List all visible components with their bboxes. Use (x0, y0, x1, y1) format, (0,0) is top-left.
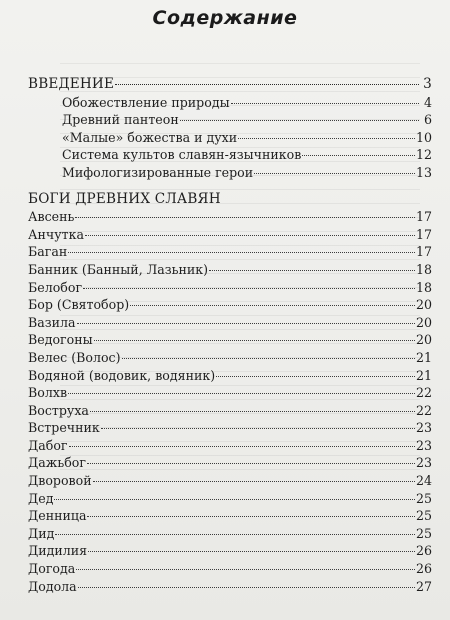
entry-label: Система культов славян-язычников (62, 147, 302, 163)
toc-entry (28, 314, 432, 332)
toc-entry (28, 437, 432, 455)
toc-section-heading (28, 76, 432, 94)
entry-label: Велес (Волос) (28, 349, 121, 365)
entry-label: Дабог (28, 437, 68, 453)
entry-label: Дидилия (28, 543, 88, 559)
page-number: 23 (415, 420, 432, 436)
dot-leader (115, 84, 419, 85)
page-number: 27 (415, 578, 432, 594)
dot-leader (180, 120, 419, 121)
dot-leader (130, 305, 415, 306)
toc-entry (28, 402, 432, 420)
dot-leader (122, 358, 415, 359)
page-number: 22 (415, 402, 432, 418)
entry-label: Баган (28, 244, 68, 260)
page-number: 4 (423, 94, 432, 110)
toc-entry (28, 472, 432, 490)
page-number: 20 (415, 332, 432, 348)
entry-label: Ведогоны (28, 332, 93, 348)
toc-entry (28, 367, 432, 385)
dot-leader (85, 235, 415, 236)
entry-label: Додола (28, 578, 77, 594)
entry-label: Встречник (28, 420, 100, 436)
dot-leader (93, 481, 415, 482)
entry-label: Водяной (водовик, водяник) (28, 367, 216, 383)
section-label: БОГИ ДРЕВНИХ СЛАВЯН (28, 190, 221, 207)
toc-entry (28, 525, 432, 543)
toc-entry (28, 279, 432, 297)
entry-label: Мифологизированные герои (62, 164, 254, 180)
dot-leader (231, 103, 419, 104)
dot-leader (254, 173, 415, 174)
entry-label: Древний пантеон (62, 112, 179, 128)
dot-leader (68, 393, 415, 394)
toc-entry (28, 208, 432, 226)
dot-leader (87, 463, 415, 464)
page-number: 6 (423, 112, 432, 128)
dot-leader (216, 376, 415, 377)
page-number: 21 (415, 367, 432, 383)
toc-entry (28, 542, 432, 560)
page-number: 20 (415, 297, 432, 313)
section-label: ВВЕДЕНИЕ (28, 76, 115, 92)
page-number: 23 (415, 455, 432, 471)
entry-label: Дид (28, 525, 55, 541)
entry-label: Волхв (28, 385, 68, 401)
dot-leader (54, 499, 415, 500)
toc-entry (28, 454, 432, 472)
entry-label: Дед (28, 490, 54, 506)
entry-label: Банник (Банный, Лазьник) (28, 261, 209, 277)
entry-label: Авсень (28, 209, 75, 225)
toc-entry (28, 384, 432, 402)
page-number: 17 (415, 244, 432, 260)
entry-label: Обожествление природы (62, 94, 230, 110)
dot-leader (87, 516, 414, 517)
entry-label: Дажьбог (28, 455, 86, 471)
entry-label: Дворовой (28, 473, 92, 489)
page-number: 22 (415, 385, 432, 401)
dot-leader (101, 428, 415, 429)
dot-leader (78, 587, 415, 588)
dot-leader (238, 138, 415, 139)
page-number: 13 (415, 164, 432, 180)
dot-leader (68, 252, 415, 253)
dot-leader (55, 534, 415, 535)
toc-entry (28, 331, 432, 349)
page-number: 12 (415, 147, 432, 163)
dot-leader (94, 340, 415, 341)
table-of-contents (28, 76, 432, 595)
page-number: 18 (415, 279, 432, 295)
toc-entry (28, 560, 432, 578)
toc-entry (28, 111, 432, 129)
entry-label: «Малые» божества и духи (62, 129, 238, 145)
page-number: 20 (415, 314, 432, 330)
dot-leader (69, 446, 415, 447)
page-title: Содержание (152, 7, 298, 29)
dot-leader (77, 323, 415, 324)
entry-label: Анчутка (28, 226, 85, 242)
page-number: 25 (415, 508, 432, 524)
toc-entry (28, 490, 432, 508)
page-number: 26 (415, 543, 432, 559)
page-number: 21 (415, 349, 432, 365)
toc-section-heading (28, 191, 432, 209)
toc-entry (28, 146, 432, 164)
toc-entry (28, 129, 432, 147)
toc-entry (28, 243, 432, 261)
toc-entry (28, 419, 432, 437)
page-number: 24 (415, 473, 432, 489)
page-number: 10 (415, 129, 432, 145)
toc-entry (28, 94, 432, 112)
toc-entry (28, 296, 432, 314)
dot-leader (88, 551, 415, 552)
toc-entry (28, 578, 432, 596)
page-number: 26 (415, 561, 432, 577)
page-number: 3 (423, 76, 432, 92)
page-number: 23 (415, 437, 432, 453)
dot-leader (83, 288, 415, 289)
dot-leader (75, 217, 415, 218)
page-number: 18 (415, 261, 432, 277)
page-number: 17 (415, 209, 432, 225)
entry-label: Догода (28, 561, 76, 577)
page-number: 17 (415, 226, 432, 242)
entry-label: Воструха (28, 402, 89, 418)
toc-entry (28, 226, 432, 244)
page-number: 25 (415, 525, 432, 541)
entry-label: Вазила (28, 314, 76, 330)
dot-leader (209, 270, 415, 271)
entry-label: Денница (28, 508, 87, 524)
toc-entry (28, 164, 432, 182)
dot-leader (90, 411, 415, 412)
dot-leader (302, 155, 415, 156)
page-number: 25 (415, 490, 432, 506)
toc-entry (28, 349, 432, 367)
dot-leader (76, 569, 415, 570)
toc-entry (28, 261, 432, 279)
entry-label: Белобог (28, 279, 83, 295)
toc-entry (28, 507, 432, 525)
entry-label: Бор (Святобор) (28, 297, 130, 313)
